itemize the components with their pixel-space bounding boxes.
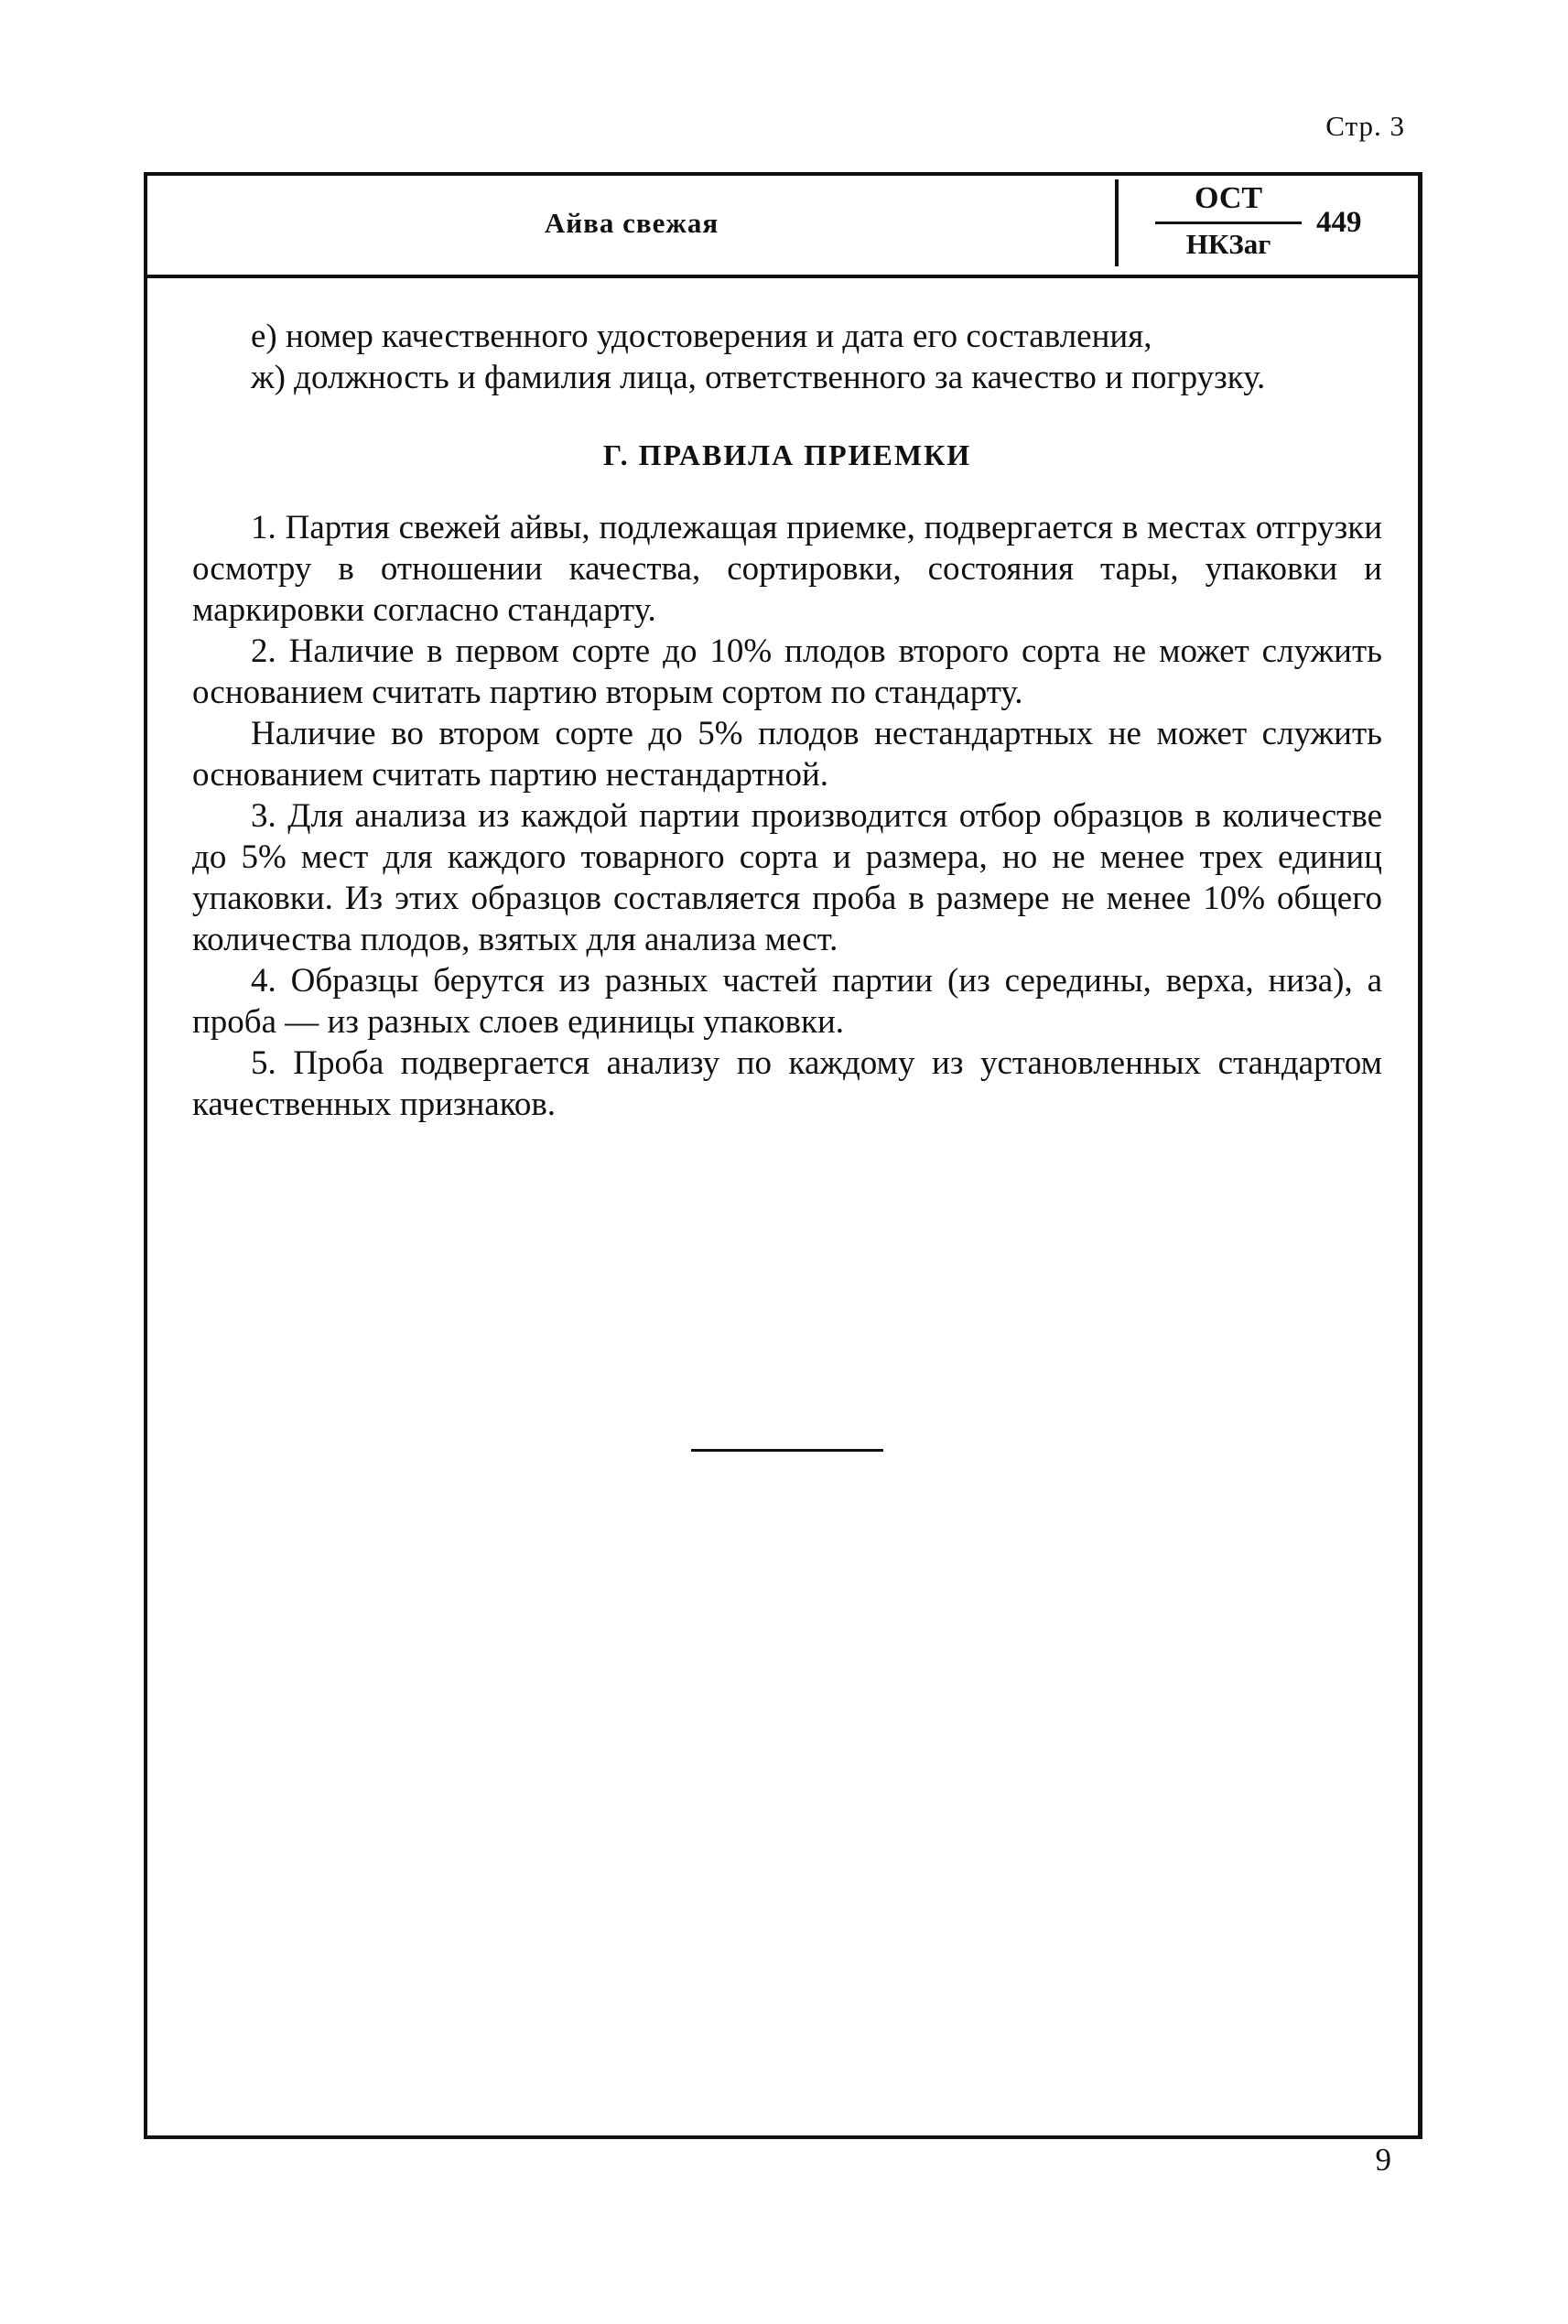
header-bottom-rule: [144, 275, 1422, 278]
standard-denominator: НКЗаг: [1185, 228, 1271, 260]
section-item: 3. Для анализа из каждой партии производится отбор образцов в количестве до 5% мест для каждого товарного сорта и размера, но не менее трех единиц упаковки. Из этих образцов составляется проба в размере не менее 10% общего количества плодов, взятых для анализа мест.: [192, 797, 1382, 958]
header-top-rule: [144, 172, 1422, 176]
section-item: 5. Проба подвергается анализу по каждому из установленных стандартом качественных признаков.: [192, 1044, 1382, 1123]
section-item: 4. Образцы берутся из разных частей партии (из середины, верха, низа), а проба — из разных слоев единицы упаковки.: [192, 962, 1382, 1041]
section-item: 1. Партия свежей айвы, подлежащая приемке, подвергается в местах отгрузки осмотру в отношении качества, сортировки, состояния тары, упаковки и маркировки согласно стандарту.: [192, 509, 1382, 629]
footer-rule: [144, 2135, 1422, 2139]
document-title: Айва свежая: [544, 207, 719, 239]
section-item: Наличие во втором сорте до 5% плодов нестандартных не может служить основанием считать партию нестандартной.: [192, 715, 1382, 794]
standard-numerator: ОСТ: [1155, 181, 1302, 224]
body-text: [192, 316, 1382, 1125]
standard-number: 449: [1316, 206, 1362, 239]
header-divider: [1115, 179, 1119, 266]
page-label: Стр. 3: [1325, 110, 1405, 142]
end-of-text-rule: [691, 1449, 883, 1452]
section-heading: Г. ПРАВИЛА ПРИЕМКИ: [602, 438, 972, 471]
paragraph: е) номер качественного удостоверения и дата его составления,: [251, 318, 1152, 355]
standard-code: [1155, 181, 1302, 261]
section-item: 2. Наличие в первом сорте до 10% плодов второго сорта не может служить основанием считать партию вторым сортом по стандарту.: [192, 632, 1382, 711]
footer-page-number: 9: [1375, 2142, 1391, 2178]
paragraph: ж) должность и фамилия лица, ответственного за качество и погрузку.: [251, 359, 1266, 396]
